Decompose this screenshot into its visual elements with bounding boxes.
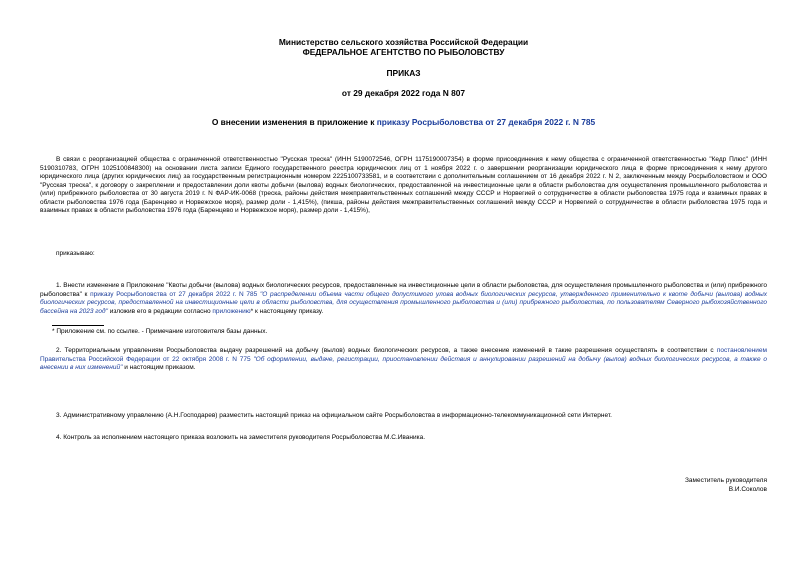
item-1-paragraph — [40, 282, 767, 316]
footnote: * Приложение см. по ссылке. - Примечание изготовителя базы данных. — [52, 328, 268, 335]
signer-position: Заместитель руководителя — [685, 477, 767, 484]
item-1-order-title-link[interactable]: "О распределении объема части общего допустимого улова водных биологических ресурсов, утвержденного применительно к квоте добычи (вылова) водных биологических ресурсов, предоставленной на инвестиционные цели в области рыболовства, для осуществления промышленного рыболовства и (или) прибрежного рыболовства, по пользователям Северного рыбохозяйственного бассейна на 2023 год" — [40, 290, 768, 315]
item-2-text-a: 2. Территориальным управлениям Росрыболовства выдачу разрешений на добычу (вылов) водных биологических ресурсов, а также внесение изменений в такие разрешения осуществлять в соответствии с — [56, 347, 717, 354]
title-prefix: О внесении изменения в приложение к — [211, 117, 377, 127]
footnote-divider — [52, 325, 104, 326]
item-2-paragraph — [40, 347, 767, 373]
item-2-text-b: и настоящим приказом. — [122, 364, 196, 371]
document-title — [40, 117, 767, 127]
signature-block — [685, 476, 767, 494]
item-4-paragraph: 4. Контроль за исполнением настоящего приказа возложить на заместителя руководителя Росрыболовства М.С.Иваника. — [56, 434, 426, 441]
ministry-name: Министерство сельского хозяйства Российской Федерации — [278, 37, 529, 47]
preamble-paragraph: В связи с реорганизацией общества с ограниченной ответственностью "Русская треска" (ИНН 5190072546, ОГРН 1175190007354) в форме присоединения к нему общества с ограниченной ответственностью "Кедр Плюс" (ИНН 5190310783, ОГРН 1025100848300) на основании листа записи Единого государственного реестра юридических лиц от 1 ноября 2022 г. о завершении реорганизации юридического лица в форме присоединения к нему другого юридического лица (других юридических лиц) за государственным регистрационным номером 2225100733581, и в соответствии с дополнительным соглашением от 16 декабря 2022 г. N 2, заключенным между Росрыболовством и ООО "Русская треска", к договору о закреплении и предоставлении доли квоты добычи (вылова) водных биологических, предоставленной на инвестиционные цели в области рыболовства для осуществления промышленного рыболовства и (или) прибрежного рыболовства от 30 августа 2019 г. N ФАР-ИК-0068 (треска, районы действия межправительственных соглашений между СССР и Норвегией о сотрудничестве в области рыболовства 1975 года и взаимных правах в области рыболовства 1976 года (Баренцево и Норвежское моря), размер доли - 1,415%), (пикша, районы действия межправительственных соглашений между СССР и Норвегией о сотрудничестве в области рыболовства 1975 года и взаимных правах в области рыболовства 1976 года (Баренцево и Норвежское моря), размер доли - 1,415%), — [40, 156, 767, 214]
document-type: ПРИКАЗ — [386, 68, 421, 78]
item-1-text-a: 1. Внести изменение в Приложение "Квоты добычи (вылова) водных биологических ресурсов, предоставленные на инвестиционные цели в области рыболовства, для осуществления промышленного рыболовства и (или) прибрежного рыболовства" к — [40, 282, 767, 298]
order-word: приказываю: — [56, 250, 95, 257]
document-date: от 29 декабря 2022 года N 807 — [341, 88, 466, 98]
item-2-decree-title-link[interactable]: "Об оформлении, выдаче, регистрации, приостановлении действия и аннулировании разрешений на добычу (вылов) водных биологических ресурсов, а также о внесении в них изменений" — [40, 355, 767, 371]
agency-name: ФЕДЕРАЛЬНОЕ АГЕНТСТВО ПО РЫБОЛОВСТВУ — [302, 47, 505, 57]
item-3-paragraph: 3. Административному управлению (А.Н.Господарев) разместить настоящий приказ на официальном сайте Росрыболовства в информационно-телекоммуникационной сети Интернет. — [56, 412, 612, 419]
title-order-link[interactable]: приказу Росрыболовства от 27 декабря 2022 г. N 785 — [376, 117, 596, 127]
item-1-text-c: * к настоящему приказу. — [250, 307, 324, 315]
item-1-text-b: изложив его в редакции согласно — [107, 307, 213, 315]
signer-name: В.И.Соколов — [728, 486, 767, 493]
item-1-order-link[interactable]: приказу Росрыболовства от 27 декабря 2022 г. N 785 — [90, 290, 258, 298]
item-1-appendix-link[interactable]: приложению — [212, 307, 251, 315]
item-2-decree-link[interactable]: постановлением Правительства Российской Федерации от 22 октября 2008 г. N 775 — [40, 347, 767, 363]
